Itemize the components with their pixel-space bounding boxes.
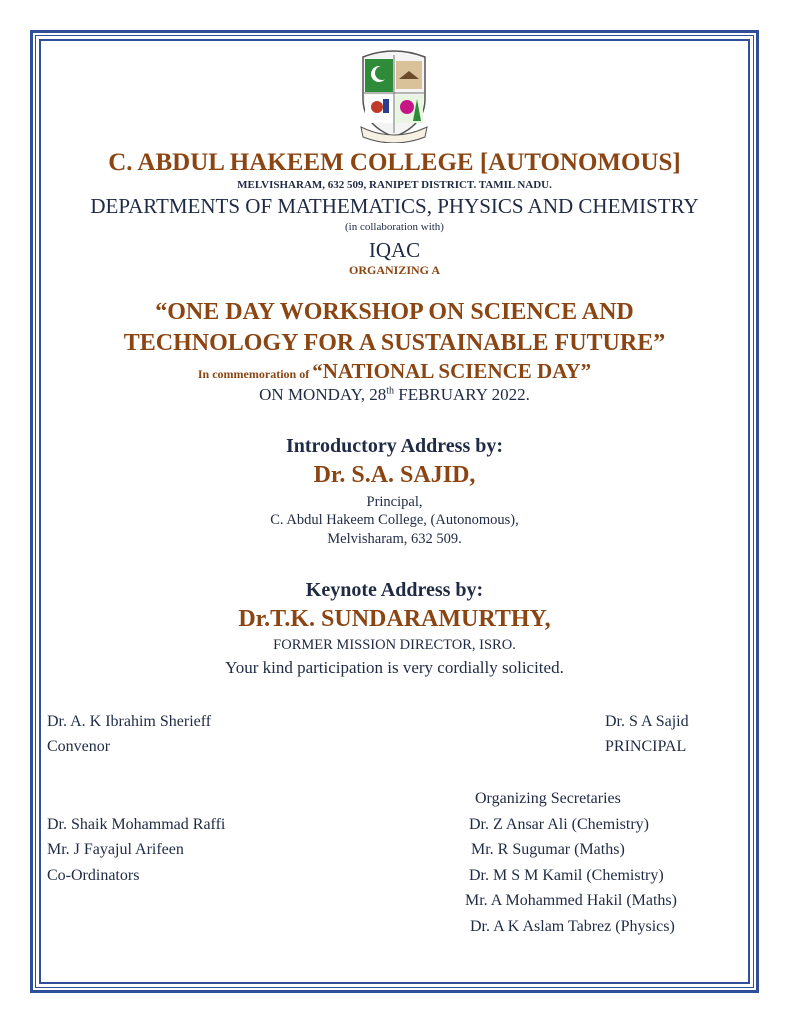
keynote-speaker-name: Dr.T.K. SUNDARAMURTHY, (238, 606, 551, 632)
event-title-line1: “ONE DAY WORKSHOP ON SCIENCE AND (155, 299, 634, 325)
secretary-1: Dr. Z Ansar Ali (Chemistry) (469, 816, 649, 833)
coordinator-1: Dr. Shaik Mohammad Raffi (47, 816, 226, 833)
introductory-speaker-name: Dr. S.A. SAJID, (313, 462, 476, 488)
date-prefix: ON MONDAY, 28 (259, 385, 387, 404)
secretaries-title: Organizing Secretaries (475, 790, 621, 807)
event-title-line2: TECHNOLOGY FOR A SUSTAINABLE FUTURE” (123, 330, 666, 356)
principal-title: PRINCIPAL (605, 738, 687, 755)
convenor-name: Dr. A. K Ibrahim Sherieff (47, 713, 212, 730)
date-rest: FEBRUARY 2022. (393, 385, 530, 404)
secretary-5: Dr. A K Aslam Tabrez (Physics) (470, 918, 675, 935)
college-address: MELVISHARAM, 632 509, RANIPET DISTRICT. TAMIL NADU. (237, 179, 552, 191)
event-date (41, 385, 748, 405)
convenor-title: Convenor (47, 738, 111, 755)
college-emblem-icon (355, 47, 433, 143)
secretary-2: Mr. R Sugumar (Maths) (471, 841, 625, 858)
secretary-4: Mr. A Mohammed Hakil (Maths) (465, 892, 677, 909)
introductory-speaker-institution: C. Abdul Hakeem College, (Autonomous), (270, 512, 519, 528)
invitation-content (41, 41, 748, 982)
introductory-speaker-location: Melvisharam, 632 509. (327, 531, 462, 547)
secretary-3: Dr. M S M Kamil (Chemistry) (469, 867, 664, 884)
commemoration-name: “NATIONAL SCIENCE DAY” (312, 359, 592, 383)
college-name: C. ABDUL HAKEEM COLLEGE [AUTONOMOUS] (108, 149, 681, 176)
commemoration-line (41, 359, 748, 384)
keynote-heading: Keynote Address by: (305, 579, 484, 601)
introductory-speaker-role: Principal, (366, 494, 423, 510)
coordinator-2: Mr. J Fayajul Arifeen (47, 841, 184, 858)
invitation-line: Your kind participation is very cordially solicited. (225, 658, 564, 677)
date-ordinal: th (386, 385, 394, 397)
collaboration-note: (in collaboration with) (345, 221, 444, 233)
departments-line: DEPARTMENTS OF MATHEMATICS, PHYSICS AND CHEMISTRY (90, 194, 699, 218)
coordinators-title: Co-Ordinators (47, 867, 140, 884)
introductory-heading: Introductory Address by: (285, 435, 504, 457)
keynote-speaker-role: FORMER MISSION DIRECTOR, ISRO. (273, 637, 516, 653)
partner-name: IQAC (368, 238, 421, 262)
commemoration-prefix: In commemoration of (197, 367, 313, 381)
organizing-line: ORGANIZING A (348, 263, 440, 277)
principal-name: Dr. S A Sajid (605, 713, 689, 730)
